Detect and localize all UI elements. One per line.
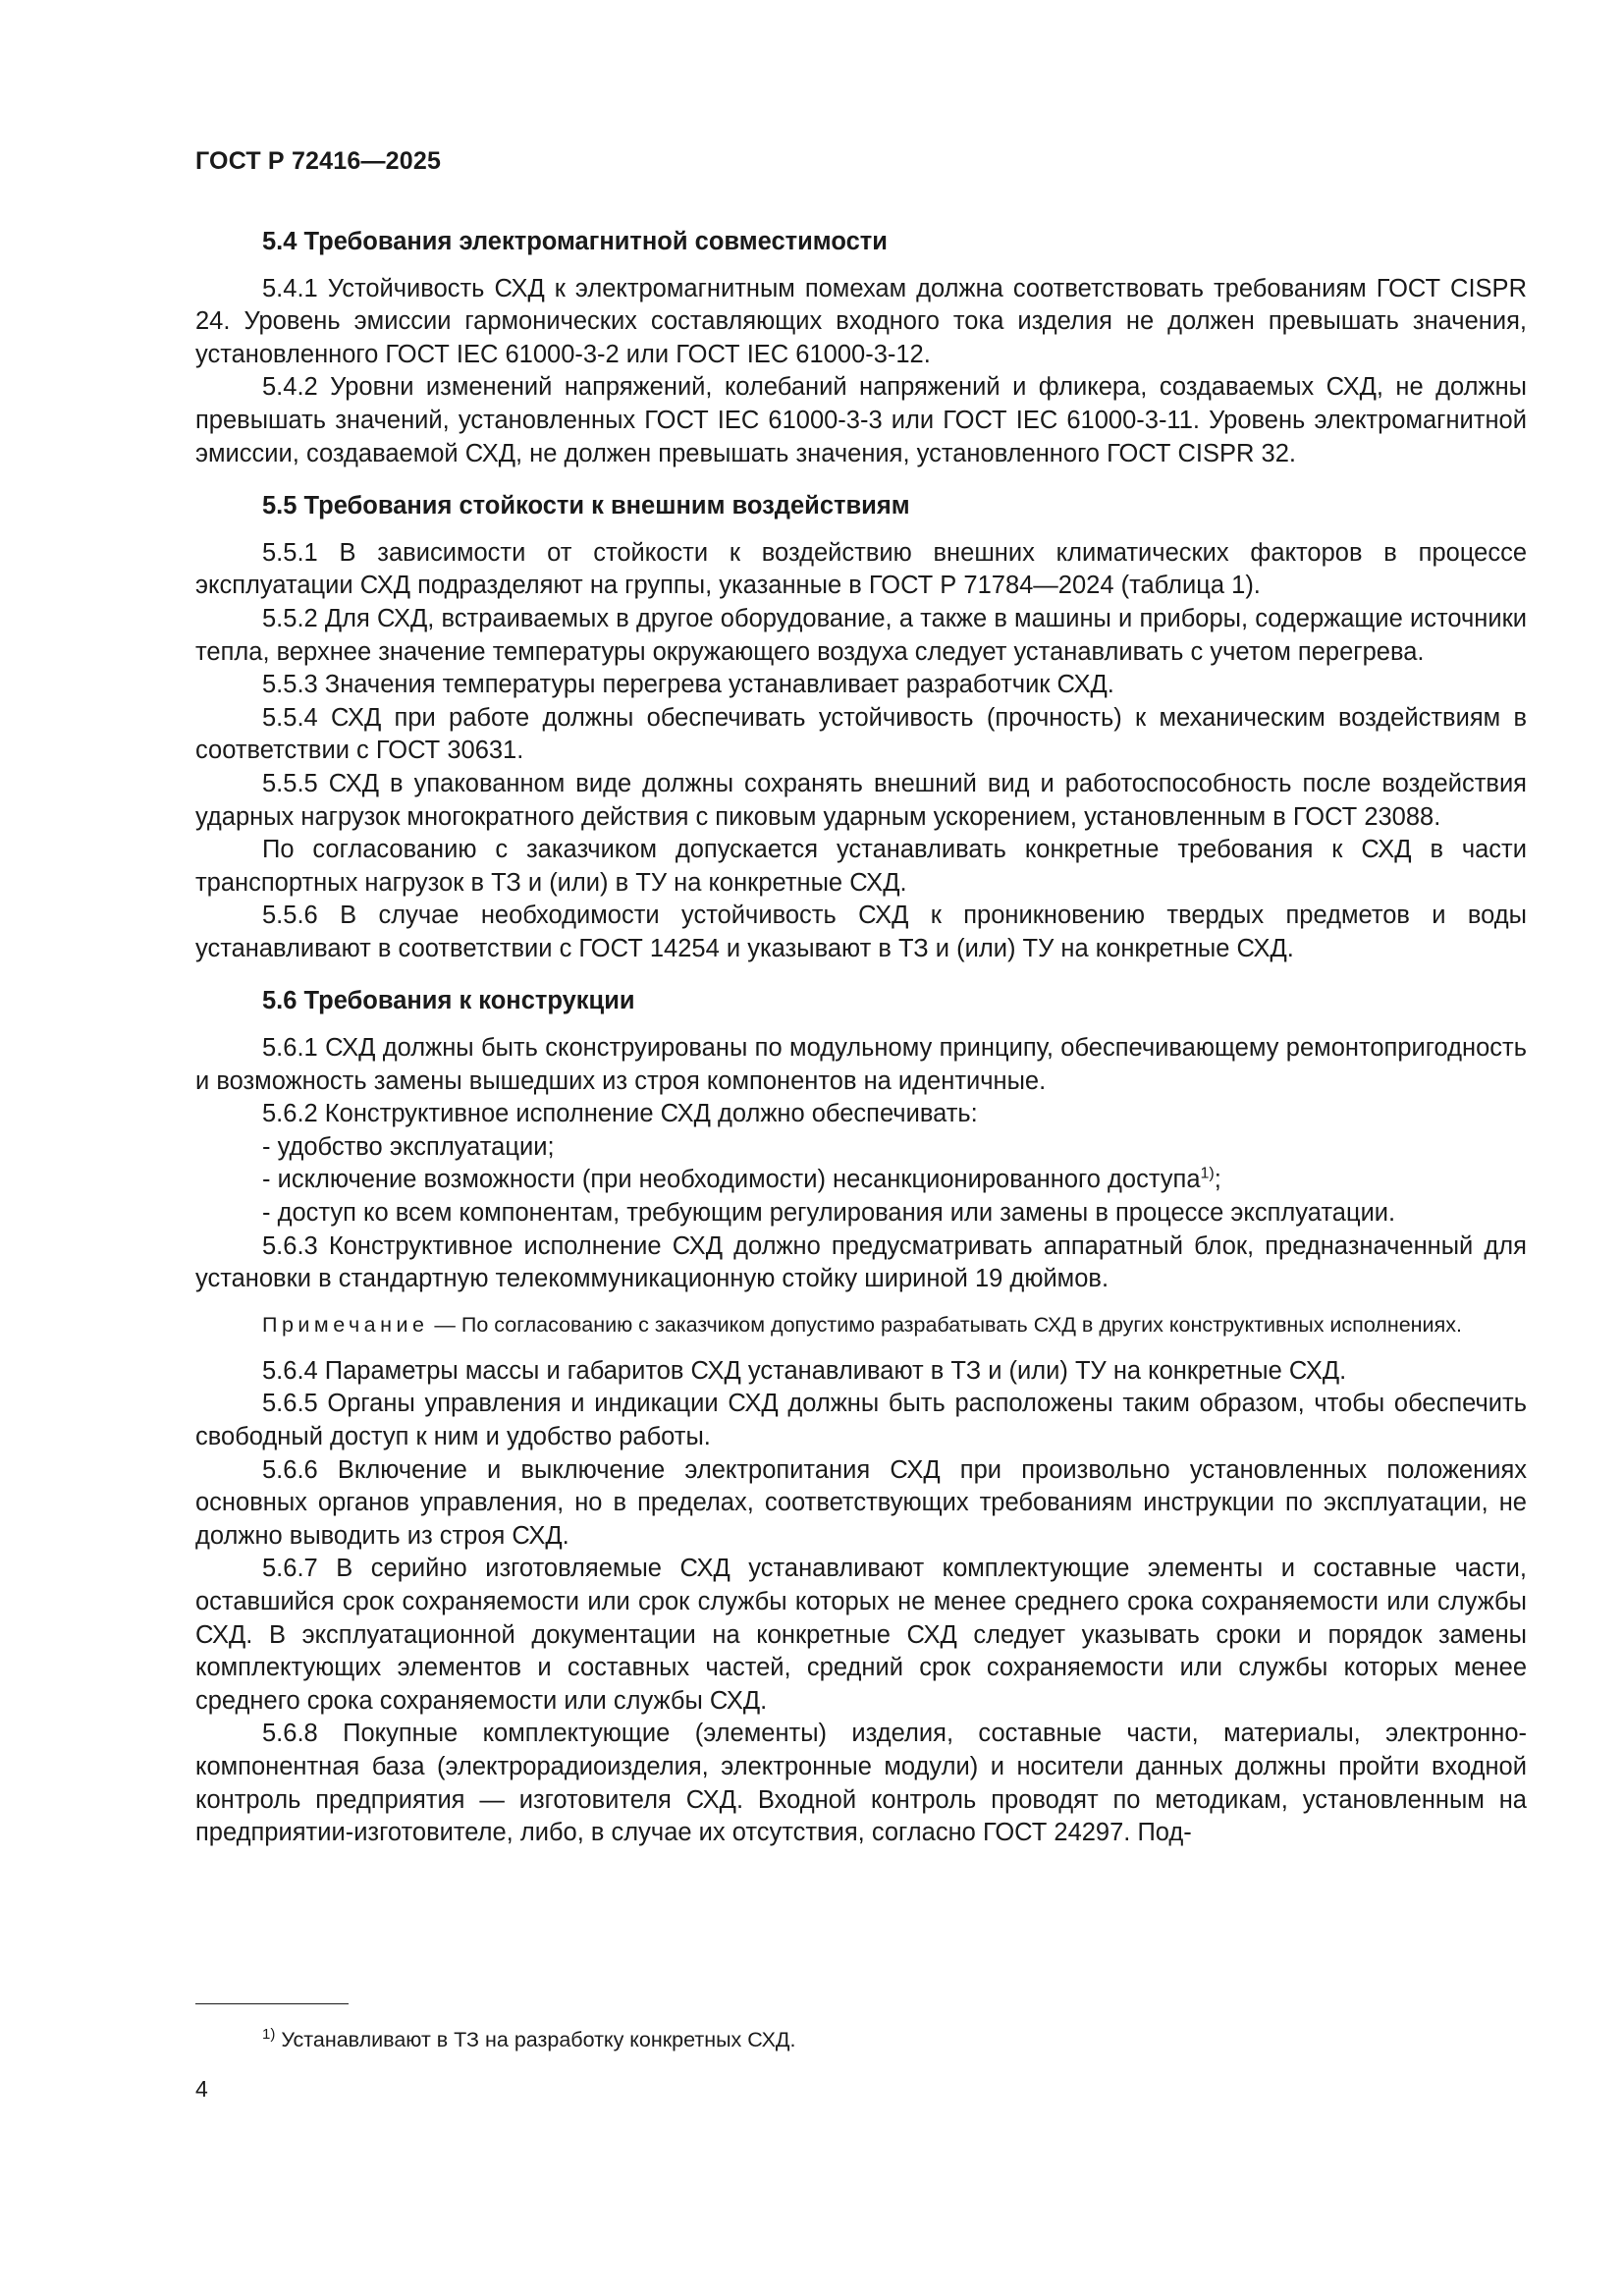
paragraph-5-6-7: 5.6.7 В серийно изготовляемые СХД устанавливают комплектующие элементы и составные части, оставшийся срок сохраняемости или срок службы которых не менее среднего срока сохраняемости или службы СХД. В эксплуатационной документации на конкретные СХД следует указывать сроки и порядок замены комплектующих элементов и составных частей, средний срок сохраняемости или службы которых менее среднего срока сохраняемости или службы СХД. — [195, 1555, 1527, 1715]
paragraph-5-4-2: 5.4.2 Уровни изменений напряжений, колебаний напряжений и фликера, создаваемых СХД, не должны превышать значений, установленных ГОСТ IEC 61000-3-3 или ГОСТ IEC 61000-3-11. Уровень электромагнитной эмиссии, создаваемой СХД, не должен превышать значения, установленного ГОСТ CISPR 32. — [195, 373, 1527, 467]
list-item-ease-of-use: - удобство эксплуатации; — [262, 1132, 555, 1161]
footnote — [262, 2026, 795, 2053]
paragraph-5-5-2: 5.5.2 Для СХД, встраиваемых в другое оборудование, а также в машины и приборы, содержащие источники тепла, верхнее значение температуры окружающего воздуха следует устанавливать с учетом перегрева. — [195, 604, 1527, 666]
paragraph-5-6-2: 5.6.2 Конструктивное исполнение СХД должно обеспечивать: — [262, 1100, 978, 1128]
paragraph-5-5-5-addendum: По согласованию с заказчиком допускается устанавливать конкретные требования к СХД в части транспортных нагрузок в ТЗ и (или) в ТУ на конкретные СХД. — [195, 836, 1527, 897]
paragraph-5-6-1: 5.6.1 СХД должны быть сконструированы по модульному принципу, обеспечивающему ремонтопригодность и возможность замены вышедших из строя компонентов на идентичные. — [195, 1034, 1527, 1095]
section-title-5-4: 5.4 Требования электромагнитной совместимости — [262, 228, 888, 255]
paragraph-5-6-5: 5.6.5 Органы управления и индикации СХД должны быть расположены таким образом, чтобы обеспечить свободный доступ к ним и удобство работы. — [195, 1390, 1527, 1450]
paragraph-5-6-8: 5.6.8 Покупные комплектующие (элементы) изделия, составные части, материалы, электронно-компонентная база (электрорадиоизделия, электронные модули) и носители данных должны пройти входной контроль предприятия — изготовителя СХД. Входной контроль проводят по методикам, установленным на предприятии-изготовителе, либо, в случае их отсутствия, согласно ГОСТ 24297. Под- — [195, 1720, 1527, 1847]
paragraph-5-5-6: 5.5.6 В случае необходимости устойчивость СХД к проникновению твердых предметов и воды устанавливают в соответствии с ГОСТ 14254 и указывают в ТЗ и (или) ТУ на конкретные СХД. — [195, 902, 1527, 962]
paragraph-5-5-5: 5.5.5 СХД в упакованном виде должны сохранять внешний вид и работоспособность после воздействия ударных нагрузок многократного действия с пиковым ударным ускорением, установленным в ГОСТ 23088. — [195, 769, 1527, 831]
note-label: Примечание — [262, 1312, 429, 1337]
paragraph-5-6-6: 5.6.6 Включение и выключение электропитания СХД при произвольно установленных положениях основных органов управления, но в пределах, соответствующих требованиям инструкции по эксплуатации, не должно выводить из строя СХД. — [195, 1455, 1527, 1550]
list-item-unauthorized-access — [195, 1164, 1527, 1197]
section-title-5-5: 5.5 Требования стойкости к внешним воздействиям — [262, 492, 910, 520]
paragraph-5-5-3: 5.5.3 Значения температуры перегрева устанавливает разработчик СХД. — [262, 671, 1114, 699]
list-item-end: ; — [1214, 1166, 1221, 1194]
list-item-text: - исключение возможности (при необходимости) несанкционированного доступа — [262, 1166, 1201, 1194]
note-block — [195, 1310, 1527, 1339]
footnote-divider — [195, 2003, 349, 2004]
standard-header: ГОСТ Р 72416—2025 — [195, 147, 442, 175]
section-title-5-6: 5.6 Требования к конструкции — [262, 987, 635, 1015]
footnote-text: Устанавливают в ТЗ на разработку конкретных СХД. — [275, 2028, 796, 2051]
paragraph-5-5-4: 5.5.4 СХД при работе должны обеспечивать устойчивость (прочность) к механическим воздействиям в соответствии с ГОСТ 30631. — [195, 703, 1527, 765]
paragraph-5-5-1: 5.5.1 В зависимости от стойкости к воздействию внешних климатических факторов в процессе эксплуатации СХД подразделяют на группы, указанные в ГОСТ Р 71784—2024 (таблица 1). — [195, 538, 1527, 600]
document-body — [195, 226, 1527, 1850]
paragraph-5-6-4: 5.6.4 Параметры массы и габаритов СХД устанавливают в ТЗ и (или) ТУ на конкретные СХД. — [262, 1356, 1347, 1385]
footnote-marker: 1) — [262, 2025, 276, 2043]
paragraph-5-6-3: 5.6.3 Конструктивное исполнение СХД должно предусматривать аппаратный блок, предназначенный для установки в стандартную телекоммуникационную стойку шириной 19 дюймов. — [195, 1231, 1527, 1293]
note-text: — По согласованию с заказчиком допустимо разрабатывать СХД в других конструктивных исполнениях. — [428, 1312, 1462, 1337]
list-item-component-access: - доступ ко всем компонентам, требующим регулирования или замены в процессе эксплуатации. — [262, 1199, 1396, 1228]
footnote-reference[interactable]: 1) — [1200, 1165, 1215, 1182]
paragraph-5-4-1: 5.4.1 Устойчивость СХД к электромагнитным помехам должна соответствовать требованиям ГОСТ CISPR 24. Уровень эмиссии гармонических составляющих входного тока изделия не должен превышать значения, установленного ГОСТ IEC 61000-3-2 или ГОСТ IEC 61000-3-12. — [195, 274, 1527, 368]
page-number: 4 — [195, 2076, 208, 2102]
